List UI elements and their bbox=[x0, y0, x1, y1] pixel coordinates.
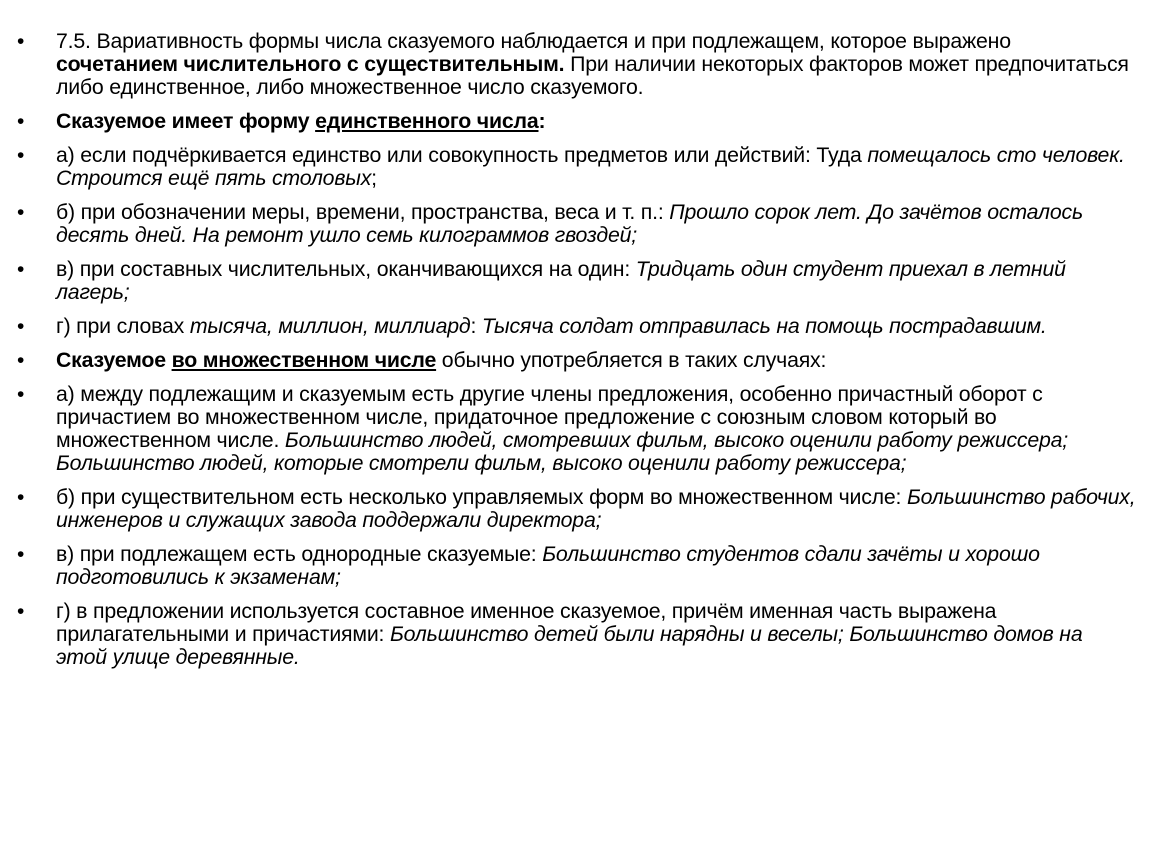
text-segment: а) если подчёркивается единство или совокупность предметов или действий: Туда bbox=[56, 143, 868, 167]
bullet-item bbox=[14, 349, 1136, 372]
text-segment: Большинство детей были нарядны и веселы; Большинство домов на этой улице деревянные. bbox=[56, 622, 1083, 669]
text-segment: Сказуемое bbox=[56, 348, 172, 372]
text-segment: б) при обозначении меры, времени, пространства, веса и т. п.: bbox=[56, 200, 670, 224]
bullet-item bbox=[14, 144, 1136, 190]
bullet-item bbox=[14, 600, 1136, 669]
text-segment: тысяча, миллион, миллиард bbox=[189, 314, 471, 338]
text-segment: Большинство людей, смотревших фильм, высоко оценили работу режиссера; Большинство людей, которые смотрели фильм, высоко оценили работу режиссера; bbox=[56, 428, 1069, 475]
bullet-dot-icon: • bbox=[17, 600, 25, 623]
bullet-dot-icon: • bbox=[17, 383, 25, 406]
bullet-dot-icon: • bbox=[17, 144, 25, 167]
bullet-dot-icon: • bbox=[17, 349, 25, 372]
text-segment: При наличии некоторых факторов может предпочитаться либо единственное, либо множественное число сказуемого. bbox=[56, 52, 1129, 99]
text-segment: Большинство студентов сдали зачёты и хорошо подготовились к экзаменам; bbox=[56, 542, 1040, 589]
text-segment: 7.5. Вариативность формы числа сказуемого наблюдается и при подлежащем, которое выражено bbox=[56, 29, 1011, 53]
text-segment: г) в предложении используется составное именное сказуемое, причём именная часть выражена прилагательными и причастиями: bbox=[56, 599, 997, 646]
text-segment: в) при подлежащем есть однородные сказуемые: bbox=[56, 542, 543, 566]
text-segment: помещалось сто человек. Строится ещё пять столовых bbox=[56, 143, 1125, 190]
bullet-dot-icon: • bbox=[17, 30, 25, 53]
text-segment: сочетанием числительного с существительным. bbox=[56, 52, 565, 76]
text-segment: Большинство рабочих, инженеров и служащих завода поддержали директора; bbox=[56, 485, 1136, 532]
bullet-item bbox=[14, 110, 1136, 133]
text-segment: обычно употребляется в таких случаях: bbox=[436, 348, 827, 372]
text-segment: в) при составных числительных, оканчивающихся на один: bbox=[56, 257, 636, 281]
text-segment: ; bbox=[371, 166, 377, 190]
text-segment: во множественном числе bbox=[171, 348, 437, 372]
bullet-dot-icon: • bbox=[17, 486, 25, 509]
text-segment: единственного числа bbox=[315, 109, 539, 133]
bullet-item bbox=[14, 315, 1136, 338]
bullet-item bbox=[14, 383, 1136, 475]
text-segment: : bbox=[470, 314, 482, 338]
bullet-item bbox=[14, 486, 1136, 532]
bullet-item bbox=[14, 258, 1136, 304]
bullet-list bbox=[14, 30, 1136, 669]
text-segment: Тысяча солдат отправилась на помощь пострадавшим. bbox=[481, 314, 1047, 338]
bullet-item bbox=[14, 543, 1136, 589]
text-segment: г) при словах bbox=[56, 314, 190, 338]
text-segment: : bbox=[538, 109, 546, 133]
bullet-item bbox=[14, 201, 1136, 247]
text-segment: Прошло сорок лет. До зачётов осталось десять дней. На ремонт ушло семь килограммов гвоздей; bbox=[56, 200, 1083, 247]
bullet-dot-icon: • bbox=[17, 201, 25, 224]
bullet-dot-icon: • bbox=[17, 543, 25, 566]
bullet-dot-icon: • bbox=[17, 258, 25, 281]
bullet-item bbox=[14, 30, 1136, 99]
text-segment: Тридцать один студент приехал в летний лагерь; bbox=[56, 257, 1066, 304]
text-segment: а) между подлежащим и сказуемым есть другие члены предложения, особенно причастный оборот с причастием во множественном числе, придаточное предложение с союзным словом который во множественном числе. bbox=[56, 382, 1043, 452]
bullet-dot-icon: • bbox=[17, 110, 25, 133]
text-segment: б) при существительном есть несколько управляемых форм во множественном числе: bbox=[56, 485, 907, 509]
bullet-dot-icon: • bbox=[17, 315, 25, 338]
text-segment: Сказуемое имеет форму bbox=[56, 109, 316, 133]
